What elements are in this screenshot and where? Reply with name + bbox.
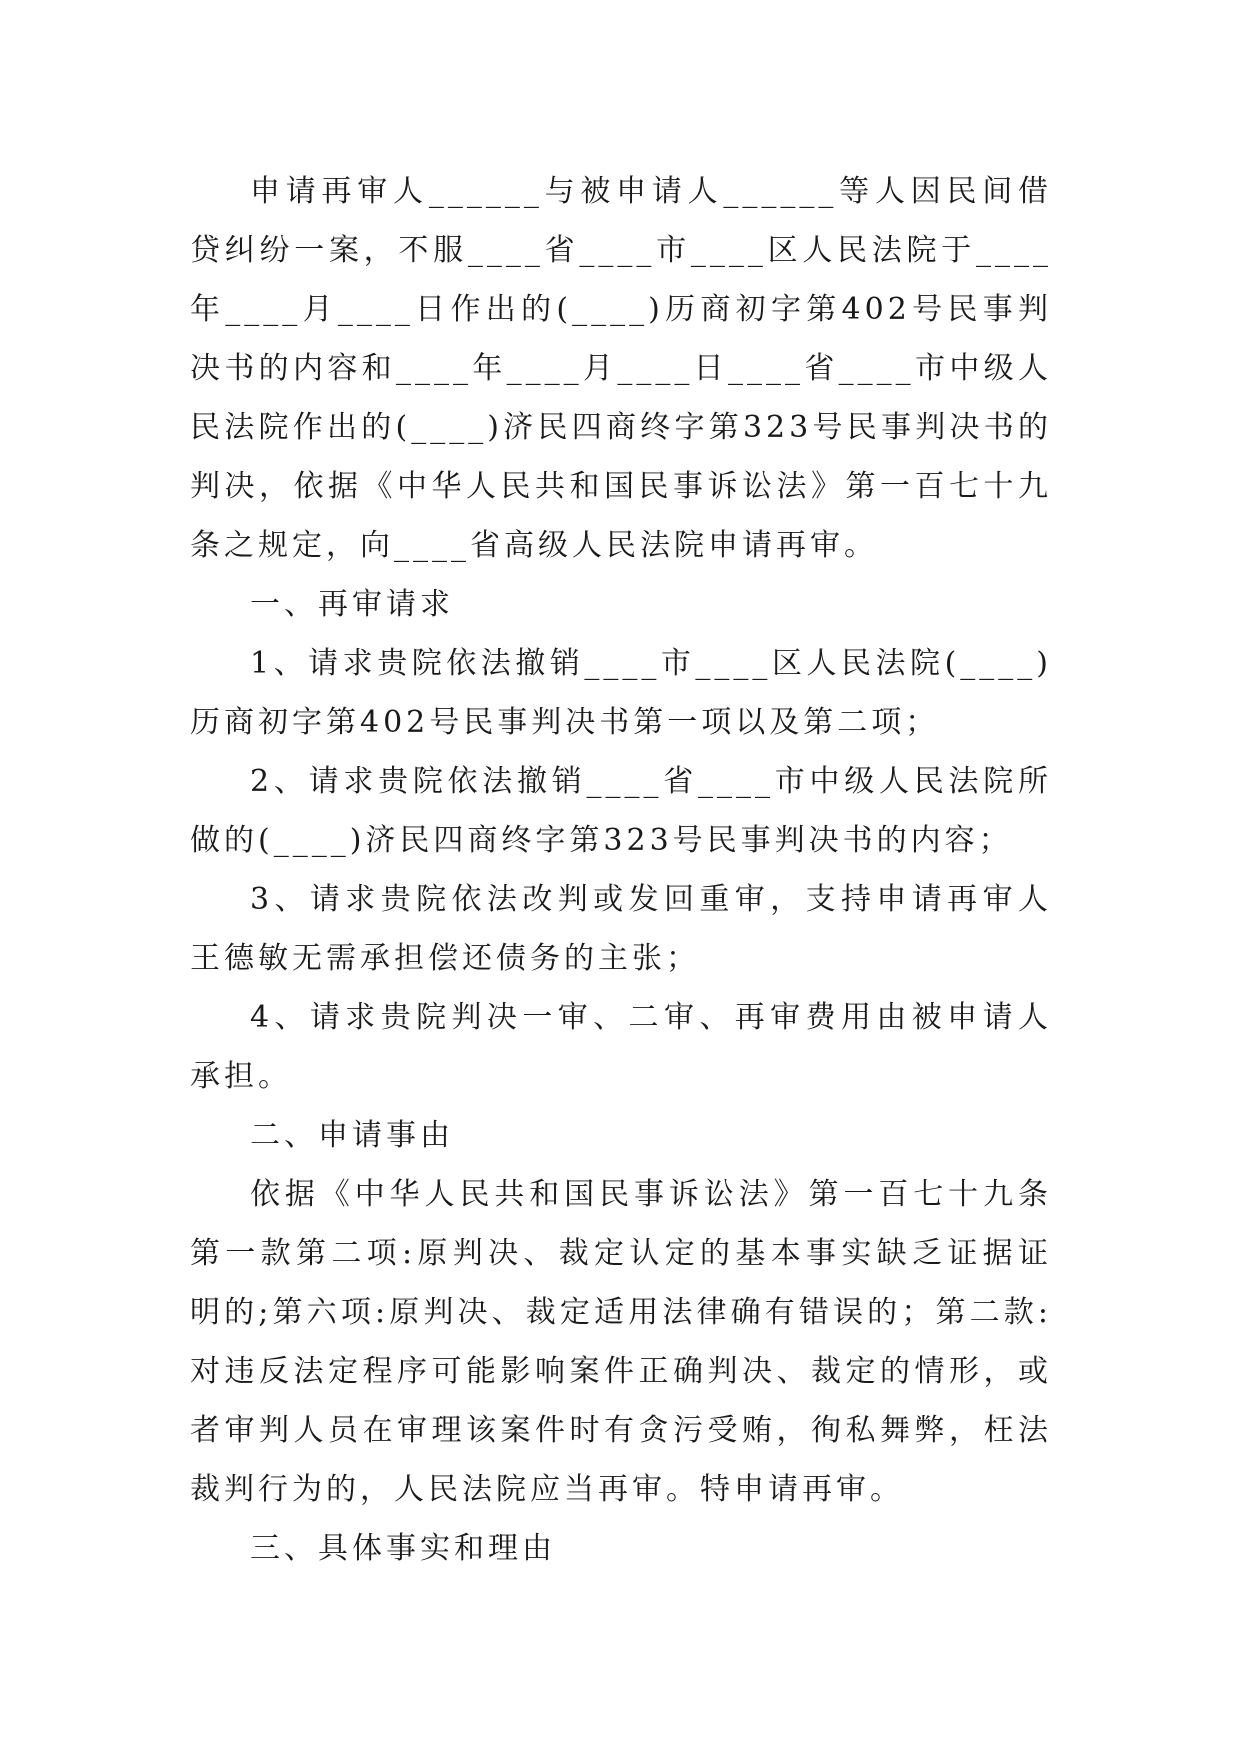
heading-retrial-requests: 一、再审请求	[250, 587, 454, 622]
document-body	[190, 162, 1052, 1578]
request-item-1: 1、请求贵院依法撤销____市____区人民法院(____)历商初字第402号民事判决书第一项以及第二项；	[190, 646, 1052, 740]
request-item-4: 4、请求贵院判决一审、二审、再审费用由被申请人承担。	[190, 1000, 1052, 1094]
request-item-3: 3、请求贵院依法改判或发回重审，支持申请再审人王德敏无需承担偿还债务的主张；	[190, 882, 1052, 976]
heading-application-grounds: 二、申请事由	[250, 1118, 454, 1153]
heading-facts-and-reasons: 三、具体事实和理由	[250, 1531, 556, 1566]
paragraph-grounds: 依据《中华人民共和国民事诉讼法》第一百七十九条第一款第二项:原判决、裁定认定的基本事实缺乏证据证明的;第六项:原判决、裁定适用法律确有错误的；第二款:对违反法定程序可能影响案件正确判决、裁定的情形，或者审判人员在审理该案件时有贪污受贿，徇私舞弊，枉法裁判行为的，人民法院应当再审。特申请再审。	[190, 1177, 1052, 1507]
request-item-2: 2、请求贵院依法撤销____省____市中级人民法院所做的(____)济民四商终字第323号民事判决书的内容；	[190, 764, 1052, 858]
paragraph-intro: 申请再审人______与被申请人______等人因民间借贷纠纷一案，不服____省____市____区人民法院于____年____月____日作出的(____)历商初字第402号民事判决书的内容和____年____月____日____省____市中级人民法院作出的(____)济民四商终字第323号民事判决书的判决，依据《中华人民共和国民事诉讼法》第一百七十九条之规定，向____省高级人民法院申请再审。	[190, 174, 1052, 563]
